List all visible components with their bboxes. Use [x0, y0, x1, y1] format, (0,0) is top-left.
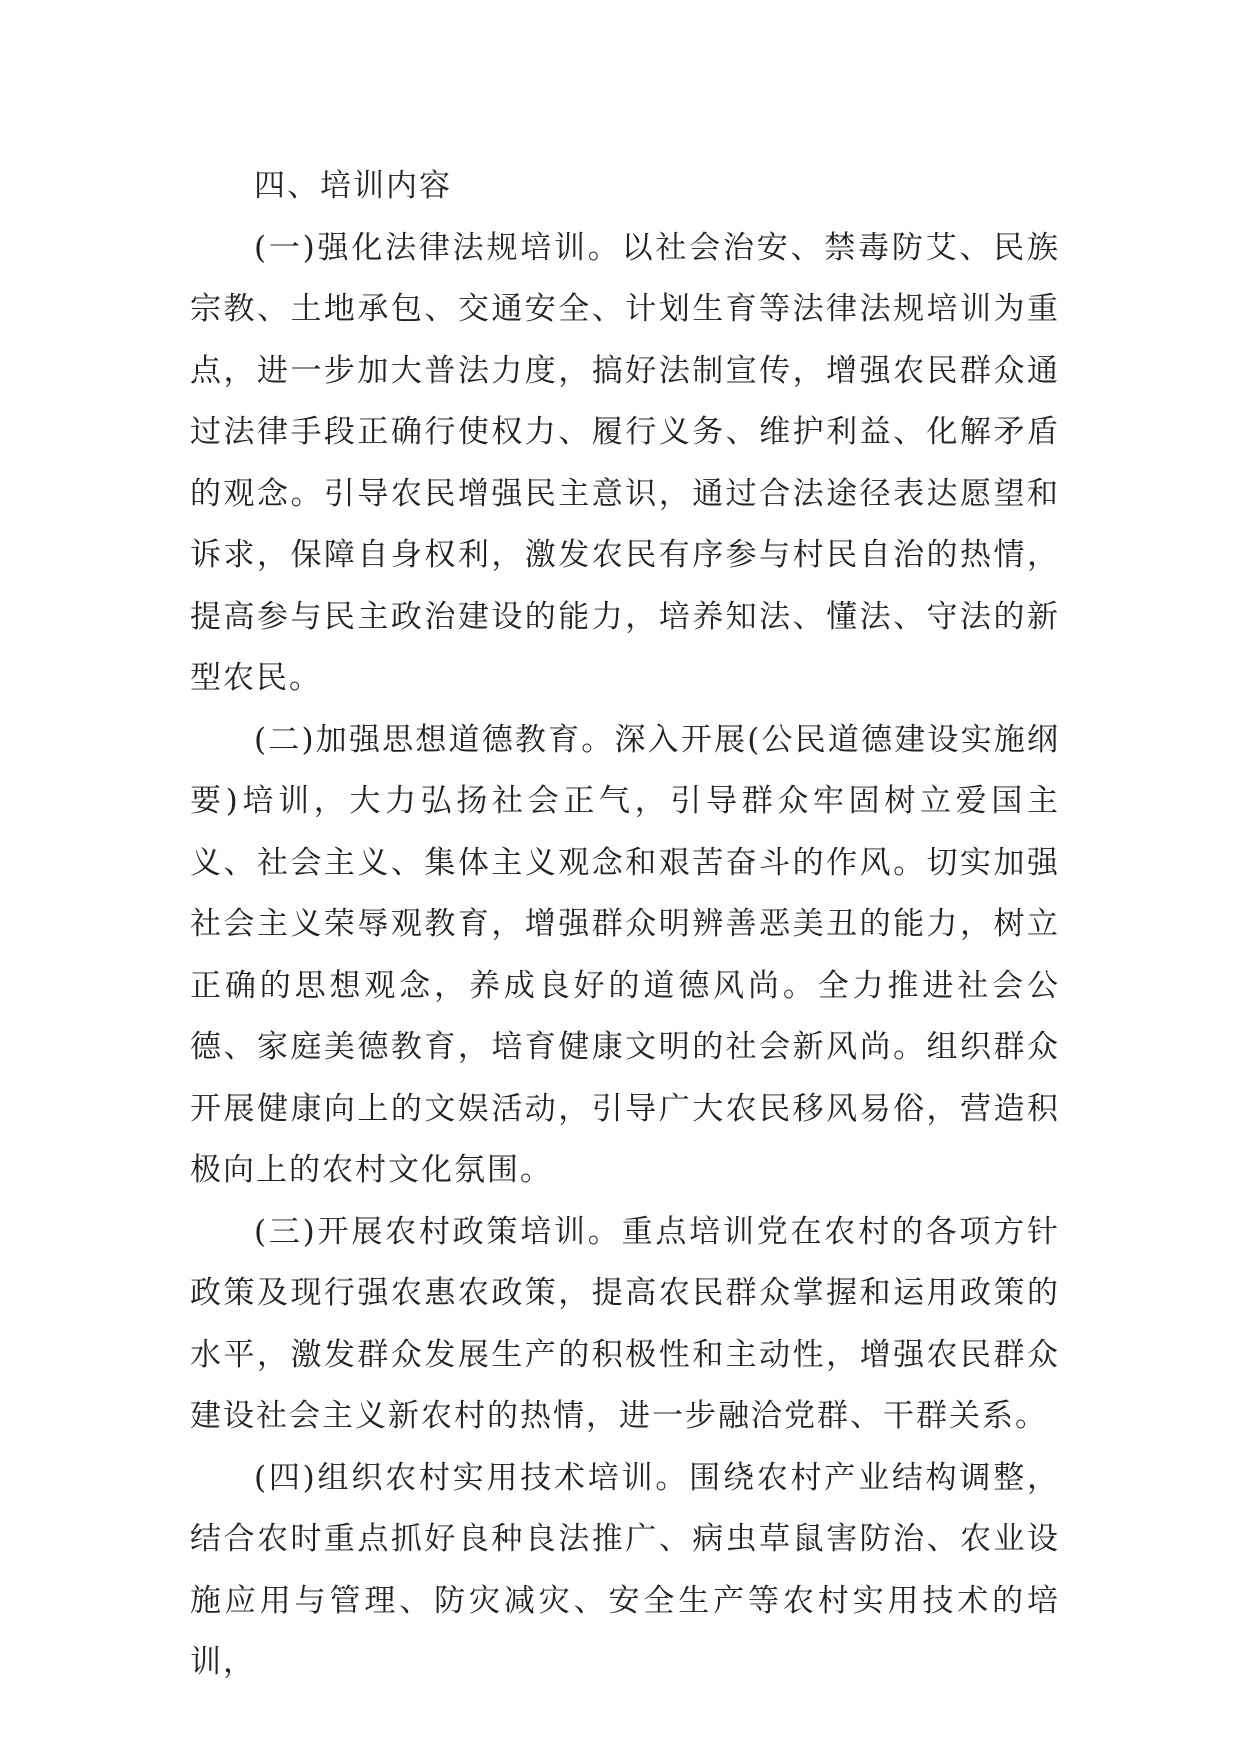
paragraph-technical-training: (四)组织农村实用技术培训。围绕农村产业结构调整，结合农时重点抓好良种良法推广、病虫草鼠害防治、农业设施应用与管理、防灾减灾、安全生产等农村实用技术的培训， [190, 1459, 1060, 1680]
section-heading: 四、培训内容 [254, 168, 452, 204]
paragraph-law-training: (一)强化法律法规培训。以社会治安、禁毒防艾、民族宗教、土地承包、交通安全、计划生育等法律法规培训为重点，进一步加大普法力度，搞好法制宣传，增强农民群众通过法律手段正确行使权力、履行义务、维护利益、化解矛盾的观念。引导农民增强民主意识，通过合法途径表达愿望和诉求，保障自身权利，激发农民有序参与村民自治的热情，提高参与民主政治建设的能力，培养知法、懂法、守法的新型农民。 [190, 229, 1060, 696]
paragraph-moral-education: (二)加强思想道德教育。深入开展(公民道德建设实施纲要)培训，大力弘扬社会正气，引导群众牢固树立爱国主义、社会主义、集体主义观念和艰苦奋斗的作风。切实加强社会主义荣辱观教育，增强群众明辨善恶美丑的能力，树立正确的思想观念，养成良好的道德风尚。全力推进社会公德、家庭美德教育，培育健康文明的社会新风尚。组织群众开展健康向上的文娱活动，引导广大农民移风易俗，营造积极向上的农村文化氛围。 [190, 721, 1060, 1188]
paragraph-policy-training: (三)开展农村政策培训。重点培训党在农村的各项方针政策及现行强农惠农政策，提高农民群众掌握和运用政策的水平，激发群众发展生产的积极性和主动性，增强农民群众建设社会主义新农村的热情，进一步融洽党群、干群关系。 [190, 1213, 1060, 1434]
document-body [190, 156, 1060, 1694]
